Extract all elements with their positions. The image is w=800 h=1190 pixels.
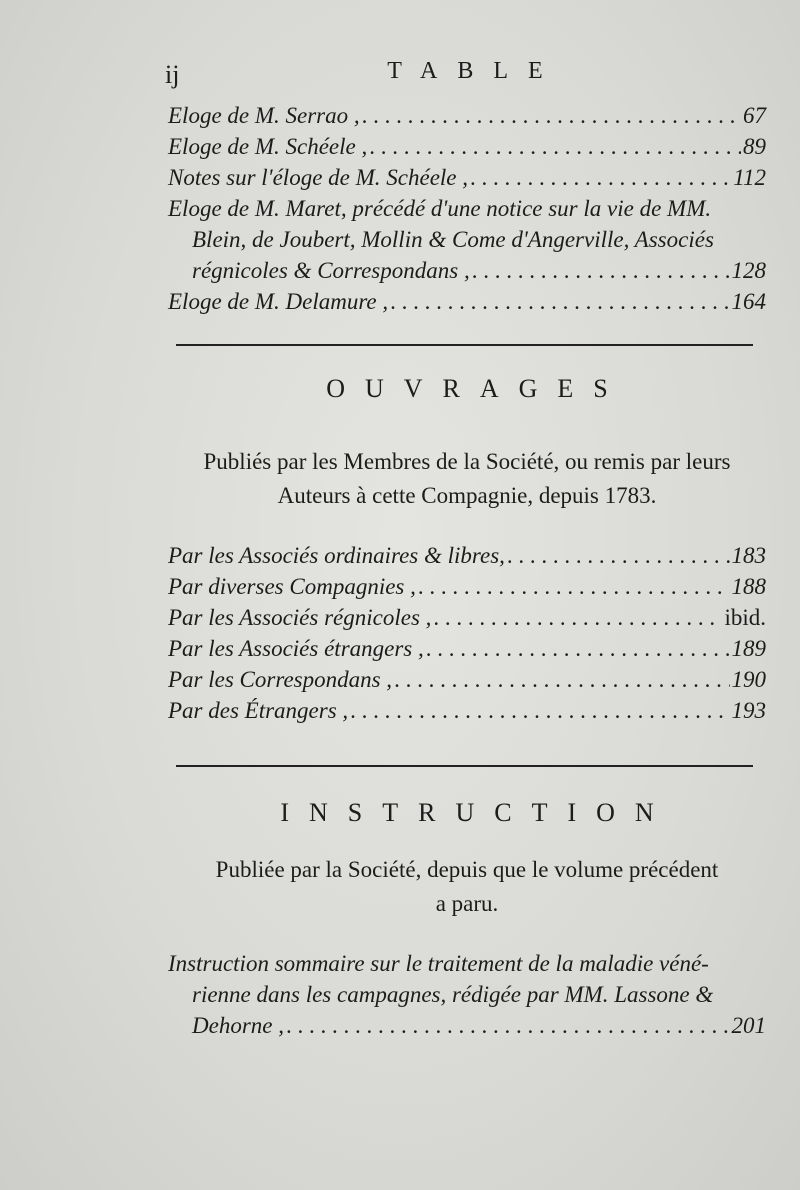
entry-page: 189 [731,636,766,661]
entry-text: Par les Associés étrangers , [168,636,424,661]
entry-page: 128 [731,258,766,283]
entry-text-line: rienne dans les campagnes, rédigée par MM. Lassone & [192,982,714,1007]
section-title-instruction: INSTRUCTION [280,798,674,827]
leader-dots [286,1010,730,1041]
entry-page: 188 [731,574,766,599]
entry-page: 112 [733,165,766,190]
toc-entry [168,695,766,726]
leader-dots [507,540,730,571]
leader-dots [418,571,730,602]
entry-text: Dehorne , [192,1013,284,1038]
entry-page: 67 [743,103,766,128]
entry-page: 190 [731,667,766,692]
leader-dots [350,695,729,726]
entry-text: Eloge de M. Delamure , [168,289,389,314]
folio-number: ij [165,60,180,89]
ouvrages-list [168,540,766,726]
leader-dots [369,131,741,162]
page-header [165,58,765,98]
toc-entry [168,664,766,695]
entry-text-line: Instruction sommaire sur le traitement de la maladie véné- [168,951,709,976]
subtitle-line: a paru. [435,891,499,916]
entry-text: Par les Correspondans , [168,667,393,692]
entry-text: Notes sur l'éloge de M. Schéele , [168,165,468,190]
entry-page: 193 [731,698,766,723]
toc-entry [168,540,766,571]
entry-text-line: Blein, de Joubert, Mollin & Come d'Angerville, Associés [192,227,714,252]
section-subtitle [168,445,766,513]
leader-dots [426,633,730,664]
section-title-ouvrages: OUVRAGES [326,374,628,403]
subtitle-line: Auteurs à cette Compagnie, depuis 1783. [277,483,657,508]
entry-page: 201 [731,1013,766,1038]
entry-text: Eloge de M. Schéele , [168,134,368,159]
leader-dots [390,286,729,317]
entry-page: ibid. [724,605,766,630]
entry-text: Par les Associés ordinaires & libres, [168,543,505,568]
entry-text: Par des Étrangers , [168,698,349,723]
subtitle-line: Publiée par la Société, depuis que le volume précédent [215,857,719,882]
entry-text: régnicoles & Correspondans , [192,258,470,283]
subtitle-line: Publiés par les Membres de la Société, ou remis par leurs [203,449,731,474]
entry-page: 89 [743,134,766,159]
toc-entry [168,131,766,162]
section-divider [176,765,753,767]
toc-entry [168,162,766,193]
toc-entry [168,571,766,602]
entry-page: 183 [731,543,766,568]
entry-text: Par diverses Compagnies , [168,574,416,599]
leader-dots [472,255,730,286]
instruction-list [168,948,766,1041]
entry-text: Par les Associés régnicoles , [168,605,432,630]
eloges-list [168,100,766,317]
entry-text-line: Eloge de M. Maret, précédé d'une notice sur la vie de MM. [168,196,712,221]
leader-dots [433,602,722,633]
section-divider [176,344,753,346]
running-title: TABLE [387,58,563,84]
toc-entry [168,1010,766,1041]
toc-entry [168,286,766,317]
entry-text: Eloge de M. Serrao , [168,103,360,128]
section-subtitle [168,853,766,921]
entry-page: 164 [731,289,766,314]
leader-dots [362,100,741,131]
toc-entry [168,100,766,131]
leader-dots [394,664,729,695]
toc-entry [168,602,766,633]
leader-dots [470,162,731,193]
toc-entry [168,633,766,664]
toc-entry [168,255,766,286]
